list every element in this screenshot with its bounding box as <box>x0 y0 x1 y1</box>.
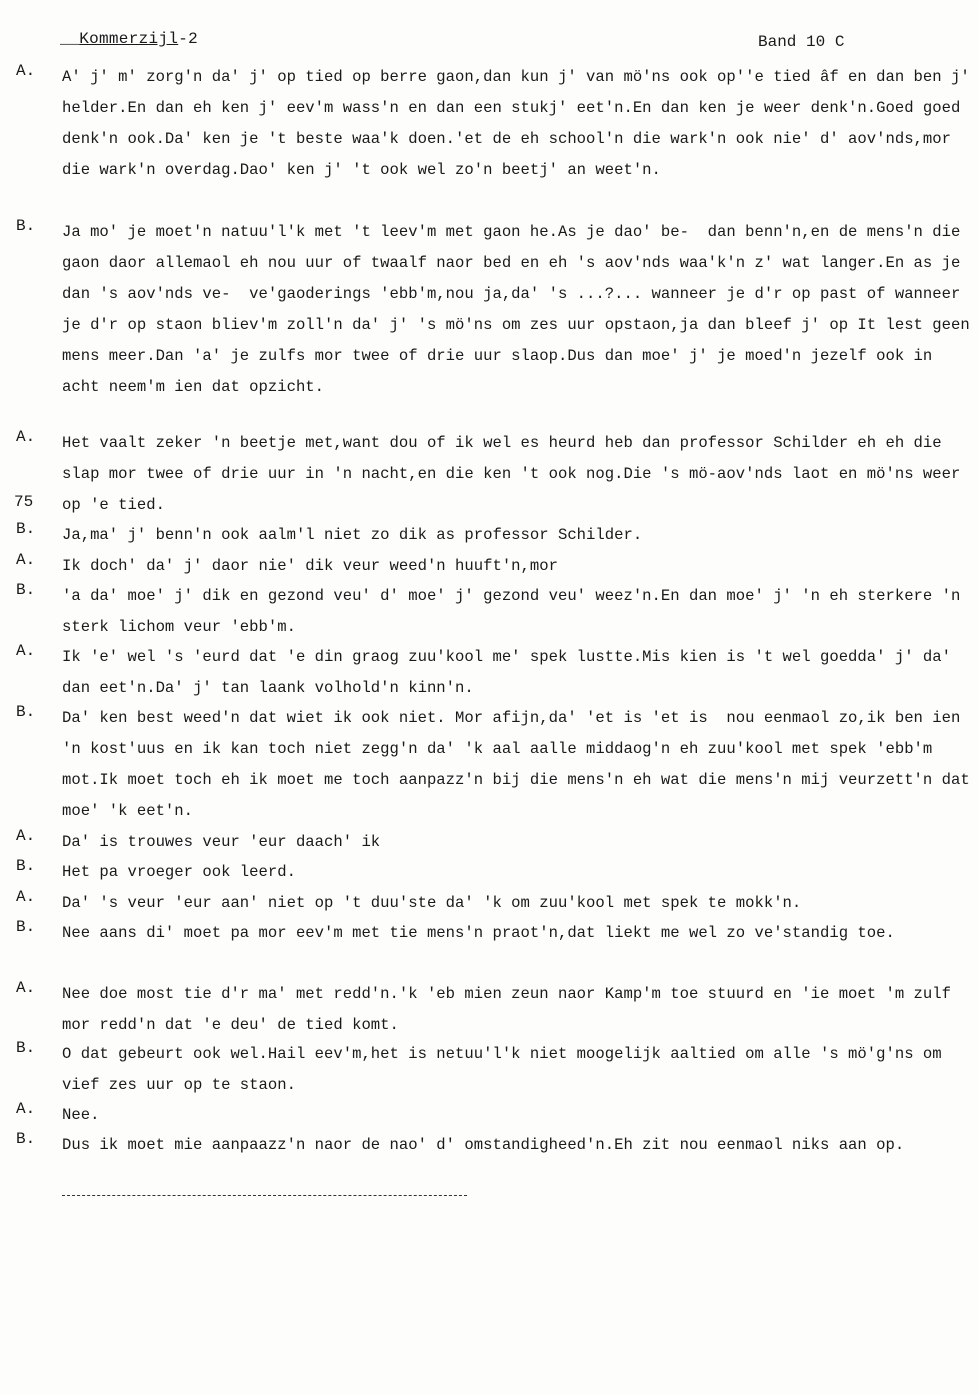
speaker-label: B. <box>16 1130 36 1148</box>
speaker-label: B. <box>16 520 36 538</box>
speaker-label: A. <box>16 979 36 997</box>
speaker-label: A. <box>16 888 36 906</box>
turn-text: Het pa vroeger ook leerd. <box>62 863 296 881</box>
header-suffix: -2 <box>178 30 199 48</box>
line-number: 75 <box>14 493 34 511</box>
turn-text: Ik doch' da' j' daor nie' dik veur weed'n huuft'n,mor <box>62 557 558 575</box>
turn-text: A' j' m' zorg'n da' j' op tied op berre gaon,dan kun j' van mö'ns ook op''e tied âf en dan ben j' helder.En dan eh ken j' eev'm wass'n en dan een stukj' eet'n.En dan ken je weer denk'n.Goed goed denk'n ook.Da' ken je 't beste waa'k doen.'et de eh school'n die wark'n ook nie' d' aov'nds,mor die wark'n overdag.Dao' ken j' 't ook wel zo'n beetj' an weet'n. <box>62 68 979 179</box>
speaker-label: A. <box>16 1100 36 1118</box>
turn-text: Dus ik moet mie aanpaazz'n naor de nao' d' omstandigheed'n.Eh zit nou eenmaol niks aan op. <box>62 1136 905 1154</box>
turn-text: 'a da' moe' j' dik en gezond veu' d' moe' j' gezond veu' weez'n.En dan moe' j' 'n eh sterkere 'n sterk lichom veur 'ebb'm. <box>62 587 970 636</box>
band-label: Band 10 C <box>758 33 845 51</box>
turn-text: Da' is trouwes veur 'eur daach' ik <box>62 833 381 851</box>
turn-text: Ja mo' je moet'n natuu'l'k met 't leev'm met gaon he.As je dao' be- dan benn'n,en de mens'n die gaon daor allemaol eh nou uur of twaalf naor bed en eh 's aov'nds waa'k'n z' wat langer.En as je dan 's aov'nds ve- ve'gaoderings 'ebb'm,nou ja,da' 's ...?... wanneer je d'r op past of wanneer je d'r op staon bliev'm zoll'n da' j' 's mö'ns om zes uur opstaon,ja dan bleef j' op It lest geen mens meer.Dan 'a' je zulfs mor twee of drie uur slaop.Dus dan moe' j' je moed'n jezelf ook in acht neem'm ien dat opzicht. <box>62 223 979 396</box>
speaker-label: B. <box>16 857 36 875</box>
speaker-label: B. <box>16 217 36 235</box>
turn-text: Nee aans di' moet pa mor eev'm met tie mens'n praot'n,dat liekt me wel zo ve'standig toe. <box>62 924 895 942</box>
turn-text: Ja,ma' j' benn'n ook aalm'l niet zo dik as professor Schilder. <box>62 526 643 544</box>
turn-text: Ik 'e' wel 's 'eurd dat 'e din graog zuu'kool me' spek lustte.Mis kien is 't wel goedda' j' da' dan eet'n.Da' j' tan laank volhold'n kinn'n. <box>62 648 961 697</box>
turn-text: Da' 's veur 'eur aan' niet op 't duu'ste da' 'k om zuu'kool met spek te mokk'n. <box>62 894 802 912</box>
speaker-label: A. <box>16 428 36 446</box>
closing-rule <box>62 1195 467 1196</box>
speaker-label: A. <box>16 827 36 845</box>
speaker-label: A. <box>16 642 36 660</box>
header-title: Kommerzijl <box>79 30 179 48</box>
turn-text: Het vaalt zeker 'n beetje met,want dou of ik wel es heurd heb dan professor Schilder eh eh die slap mor twee of drie uur in 'n nacht,en die ken 't ook nog.Die 's mö-aov'nds laot en mö'ns weer op 'e tied. <box>62 434 970 514</box>
speaker-label: B. <box>16 1039 36 1057</box>
speaker-label: B. <box>16 581 36 599</box>
turn-text: Nee. <box>62 1106 100 1124</box>
speaker-label: B. <box>16 918 36 936</box>
speaker-label: A. <box>16 551 36 569</box>
header-dashes: __ <box>60 30 80 48</box>
document-header-title <box>60 30 198 48</box>
turn-text: Da' ken best weed'n dat wiet ik ook niet. Mor afijn,da' 'et is 'et is nou eenmaol zo,ik ben ien 'n kost'uus en ik kan toch niet zegg'n da' 'k aal aalle middaog'n eh zuu'kool met spek 'ebb'm mot.Ik moet toch eh ik moet me toch aanpazz'n bij die mens'n eh wat die mens'n mij veurzett'n dat moe' 'k eet'n. <box>62 709 979 820</box>
speaker-label: B. <box>16 703 36 721</box>
turn-text: O dat gebeurt ook wel.Hail eev'm,het is netuu'l'k niet moogelijk aaltied om alle 's mö'g'ns om vief zes uur op te staon. <box>62 1045 951 1094</box>
turn-text: Nee doe most tie d'r ma' met redd'n.'k 'eb mien zeun naor Kamp'm toe stuurd en 'ie moet 'm zulf mor redd'n dat 'e deu' de tied komt. <box>62 985 961 1034</box>
speaker-label: A. <box>16 62 36 80</box>
